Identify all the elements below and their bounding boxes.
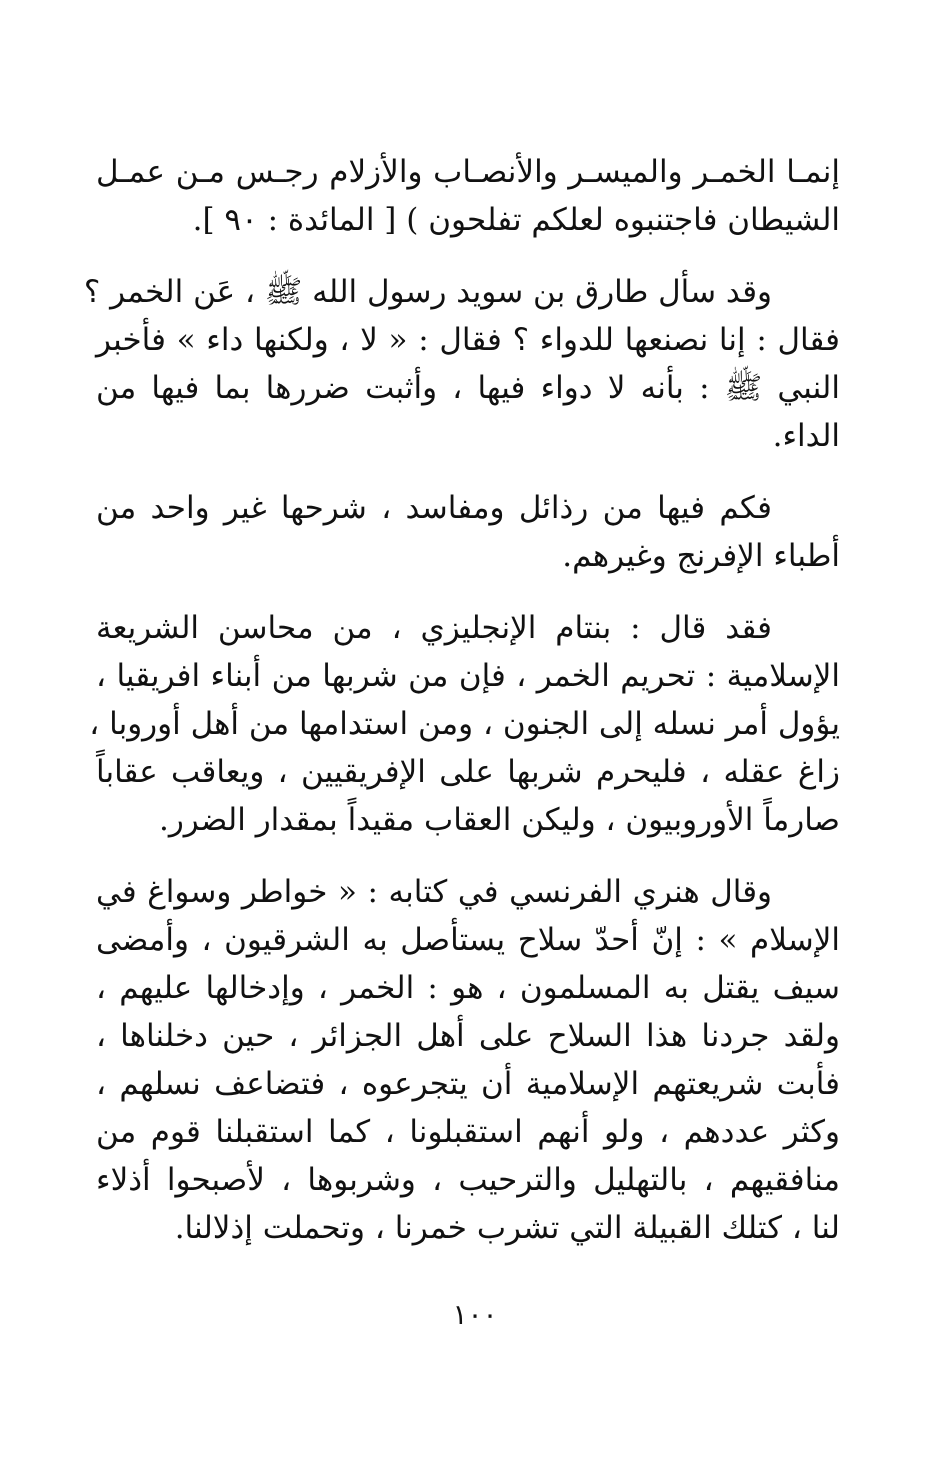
page-number: ١٠٠ [452,1298,498,1331]
paragraph-henri [96,868,840,1252]
text-line: فقال : إنا نصنعها للدواء ؟ فقال : « لا ، ولكنها داء » فأخبر [96,322,840,358]
text-line: وقال هنري الفرنسي في كتابه : « خواطر وسواغ في [96,874,772,910]
text-line: فأبت شريعتهم الإسلامية أن يتجرعوه ، فتضاعف نسلهم ، [96,1066,840,1102]
text-line: فقد قال : بنتام الإنجليزي ، من محاسن الشريعة [96,610,772,646]
page-body [83,148,840,1276]
text-line: ولقد جردنا هذا السلاح على أهل الجزائر ، حين دخلناها ، [96,1018,840,1054]
text-line: إنمـا الخمـر والميسـر والأنصـاب والأزلام رجـس مـن عمـل [96,154,840,190]
text-line: الشيطان فاجتنبوه لعلكم تفلحون ) [ المائدة : ٩٠ ]. [192,202,840,238]
text-line: النبي ﷺ : بأنه لا دواء فيها ، وأثبت ضررها بما فيها من [96,370,840,406]
paragraph-tariq-hadith [83,268,840,460]
text-line: أطباء الإفرنج وغيرهم. [562,538,840,574]
text-line: الإسلام » : إنّ أحدّ سلاح يستأصل به الشرقيون ، وأمضى [96,922,840,958]
text-line: الداء. [772,418,840,454]
paragraph-vices [96,484,840,580]
text-line: وقد سأل طارق بن سويد رسول الله ﷺ ، عَن الخمر ؟ [83,274,772,310]
text-line: يؤول أمر نسله إلى الجنون ، ومن استدامها من أهل أوروبا ، [89,706,840,742]
text-line: منافقيهم ، بالتهليل والترحيب ، وشربوها ، لأصبحوا أذلاء [96,1162,840,1198]
paragraph-quran-verse [96,148,840,244]
text-line: صارماً الأوروبيون ، وليكن العقاب مقيداً بمقدار الضرر. [158,802,840,838]
text-line: سيف يقتل به المسلمون ، هو : الخمر ، وإدخالها عليهم ، [96,970,840,1006]
text-line: الإسلامية : تحريم الخمر ، فإن من شربها من أبناء افريقيا ، [96,658,840,694]
text-line: زاغ عقله ، فليحرم شربها على الإفريقيين ، ويعاقب عقاباً [96,754,840,790]
paragraph-bentham [89,604,840,844]
text-line: لنا ، كتلك القبيلة التي تشرب خمرنا ، وتحملت إذلالنا. [174,1210,840,1246]
text-line: فكم فيها من رذائل ومفاسد ، شرحها غير واحد من [96,490,772,526]
text-line: وكثر عددهم ، ولو أنهم استقبلونا ، كما استقبلنا قوم من [96,1114,840,1150]
